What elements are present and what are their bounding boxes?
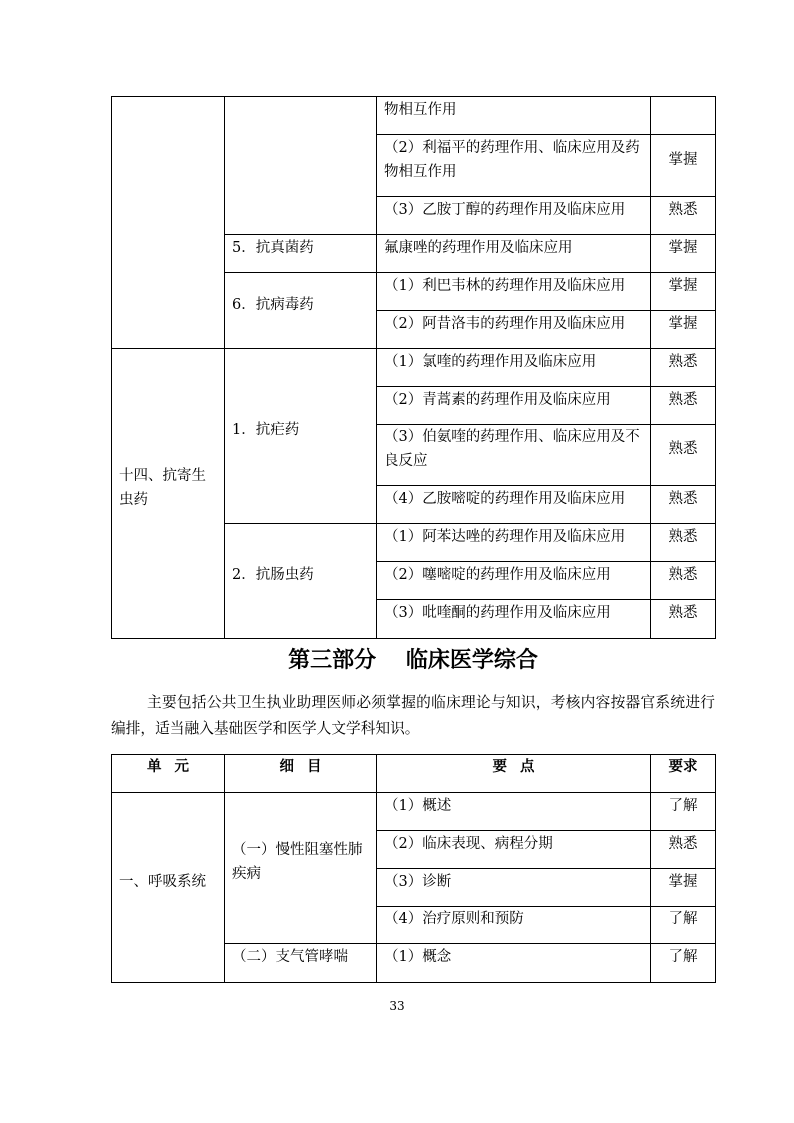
detail-cell: （一）慢性阻塞性肺疾病 <box>225 793 377 944</box>
point-cell: （1）利巴韦林的药理作用及临床应用 <box>377 273 651 311</box>
section-intro: 主要包括公共卫生执业助理医师必须掌握的临床理论与知识，考核内容按器官系统进行编排，适当融入基础医学和医学人文学科知识。 <box>111 694 715 737</box>
level-cell: 掌握 <box>651 135 716 197</box>
page-number: 33 <box>389 999 405 1013</box>
point-cell: （3）乙胺丁醇的药理作用及临床应用 <box>377 197 651 235</box>
level-cell <box>651 97 716 135</box>
level-cell: 了解 <box>651 793 716 831</box>
point-cell: 物相互作用 <box>377 97 651 135</box>
detail-cell <box>225 97 377 235</box>
level-cell: 熟悉 <box>651 197 716 235</box>
level-cell: 熟悉 <box>651 831 716 869</box>
level-cell: 熟悉 <box>651 600 716 639</box>
level-cell: 掌握 <box>651 235 716 273</box>
unit-cell: 一、呼吸系统 <box>112 793 225 983</box>
level-cell: 熟悉 <box>651 387 716 425</box>
level-cell: 熟悉 <box>651 349 716 387</box>
section-title: 第三部分 临床医学综合 <box>288 647 538 673</box>
point-cell: （4）治疗原则和预防 <box>377 907 651 944</box>
point-cell: （1）氯喹的药理作用及临床应用 <box>377 349 651 387</box>
unit-cell: 十四、抗寄生虫药 <box>112 349 225 639</box>
point-cell: （4）乙胺嘧啶的药理作用及临床应用 <box>377 486 651 524</box>
point-cell: （2）利福平的药理作用、临床应用及药物相互作用 <box>377 135 651 197</box>
point-cell: （2）阿昔洛韦的药理作用及临床应用 <box>377 311 651 349</box>
point-cell: （3）伯氨喹的药理作用、临床应用及不良反应 <box>377 425 651 486</box>
point-cell: （1）概述 <box>377 793 651 831</box>
header-detail: 细 目 <box>225 755 377 793</box>
point-cell: （3）吡喹酮的药理作用及临床应用 <box>377 600 651 639</box>
header-point: 要 点 <box>377 755 651 793</box>
level-cell: 熟悉 <box>651 425 716 486</box>
outline-table <box>111 754 716 983</box>
level-cell: 熟悉 <box>651 486 716 524</box>
level-cell: 了解 <box>651 944 716 983</box>
level-cell: 了解 <box>651 907 716 944</box>
table-row <box>112 97 716 135</box>
unit-cell <box>112 97 225 349</box>
detail-cell: 6．抗病毒药 <box>225 273 377 349</box>
point-cell: （1）阿苯达唑的药理作用及临床应用 <box>377 524 651 562</box>
point-cell: （1）概念 <box>377 944 651 983</box>
header-unit: 单 元 <box>112 755 225 793</box>
level-cell: 掌握 <box>651 273 716 311</box>
detail-cell: 5．抗真菌药 <box>225 235 377 273</box>
detail-cell: 2．抗肠虫药 <box>225 524 377 639</box>
table-row <box>112 349 716 387</box>
detail-cell: （二）支气管哮喘 <box>225 944 377 983</box>
level-cell: 熟悉 <box>651 524 716 562</box>
header-level: 要求 <box>651 755 716 793</box>
table-row <box>112 793 716 831</box>
point-cell: （3）诊断 <box>377 869 651 907</box>
level-cell: 掌握 <box>651 869 716 907</box>
continued-outline-table <box>111 96 716 639</box>
point-cell: （2）青蒿素的药理作用及临床应用 <box>377 387 651 425</box>
point-cell: 氟康唑的药理作用及临床应用 <box>377 235 651 273</box>
level-cell: 熟悉 <box>651 562 716 600</box>
point-cell: （2）噻嘧啶的药理作用及临床应用 <box>377 562 651 600</box>
level-cell: 掌握 <box>651 311 716 349</box>
detail-cell: 1．抗疟药 <box>225 349 377 524</box>
table-header-row <box>112 755 716 793</box>
point-cell: （2）临床表现、病程分期 <box>377 831 651 869</box>
